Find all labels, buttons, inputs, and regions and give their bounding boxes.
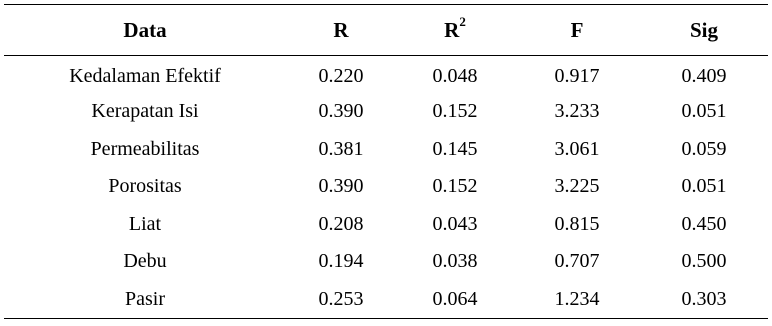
cell-r-squared: 0.152	[432, 175, 478, 198]
cell-f: 3.233	[554, 100, 600, 123]
cell-f: 0.917	[554, 64, 600, 87]
cell-f: 3.225	[554, 175, 600, 198]
cell-data: Debu	[123, 250, 167, 273]
cell-r-squared: 0.145	[432, 137, 478, 160]
cell-sig: 0.051	[681, 100, 727, 123]
header-sig: Sig	[640, 5, 768, 56]
cell-r: 0.390	[318, 175, 364, 198]
cell-f: 0.815	[554, 212, 600, 235]
cell-data: Pasir	[4, 281, 286, 319]
table-row	[4, 93, 768, 131]
table-row	[4, 56, 768, 94]
cell-data: Permeabilitas	[90, 137, 200, 160]
table-header	[4, 5, 768, 56]
cell-r: 0.220	[318, 64, 364, 87]
header-r-squared-exponent: 2	[459, 13, 466, 29]
cell-sig: 0.450	[681, 212, 727, 235]
table-row	[4, 243, 768, 281]
cell-r: 0.381	[318, 137, 364, 160]
cell-r: 0.208	[318, 212, 364, 235]
cell-f: 0.707	[554, 250, 600, 273]
cell-sig: 0.409	[681, 64, 727, 87]
regression-stats-table	[4, 4, 768, 319]
cell-data: Kedalaman Efektif	[69, 64, 221, 87]
cell-sig: 0.051	[681, 175, 727, 198]
cell-r-squared: 0.048	[432, 64, 478, 87]
table-row	[4, 206, 768, 244]
header-data: Data	[4, 5, 286, 56]
cell-r-squared: 0.038	[432, 250, 478, 273]
header-f: F	[514, 5, 640, 56]
cell-r: 0.253	[286, 281, 396, 319]
cell-f: 1.234	[514, 281, 640, 319]
header-r-squared	[396, 5, 514, 56]
cell-data: Porositas	[108, 175, 182, 198]
header-row	[4, 5, 768, 56]
cell-r: 0.194	[318, 250, 364, 273]
table-row	[4, 131, 768, 169]
table-row	[4, 281, 768, 319]
cell-sig: 0.059	[681, 137, 727, 160]
cell-data: Kerapatan Isi	[91, 100, 199, 123]
table-row	[4, 168, 768, 206]
cell-data: Liat	[128, 212, 162, 235]
header-r-squared-base: R	[444, 17, 460, 42]
cell-sig: 0.303	[640, 281, 768, 319]
cell-sig: 0.500	[681, 250, 727, 273]
table-body	[4, 56, 768, 319]
cell-r-squared: 0.043	[432, 212, 478, 235]
header-r: R	[286, 5, 396, 56]
cell-f: 3.061	[554, 137, 600, 160]
cell-r-squared: 0.152	[432, 100, 478, 123]
cell-r: 0.390	[318, 100, 364, 123]
cell-r-squared: 0.064	[396, 281, 514, 319]
